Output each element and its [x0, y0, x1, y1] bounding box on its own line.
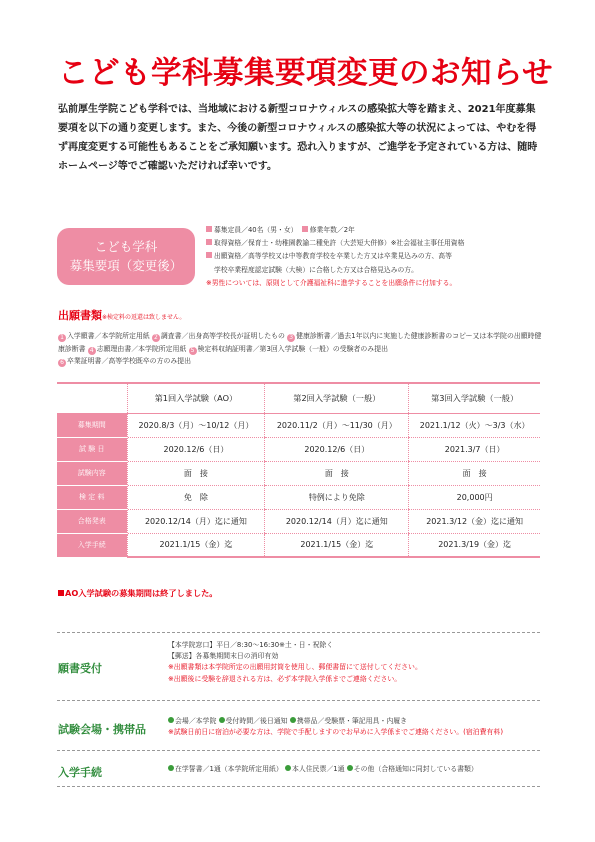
square-bullet-icon: [58, 590, 64, 596]
table-cell: 2020.12/6（日）: [265, 437, 409, 461]
square-bullet-icon: [206, 239, 212, 245]
exam-venue-item: 会場／本学院: [175, 717, 217, 725]
table-row: [57, 509, 540, 533]
number-6-icon: 6: [58, 359, 66, 367]
exam-venue-label: 試験会場・携帯品: [58, 723, 146, 736]
reception-note: ※出願後に受験を辞退される方は、必ず本学院入学係までご連絡ください。: [168, 674, 402, 683]
enrollment-item: その他（合格通知に同封している書類）: [353, 765, 478, 773]
divider: [57, 700, 540, 701]
document-item: 検定料収納証明書／第3回入学試験（一般）の受験者のみ提出: [197, 344, 388, 353]
row-label: 検 定 料: [57, 485, 127, 509]
table-cell: 2021.1/12（火）〜3/3（水）: [409, 413, 540, 437]
row-label: 合格発表: [57, 509, 127, 533]
document-item: 卒業証明書／高等学校既卒の方のみ提出: [67, 357, 192, 365]
table-cell: 面 接: [127, 461, 265, 485]
table-row: [57, 485, 540, 509]
row-label: 試 験 日: [57, 437, 127, 461]
requirement-qualification: [206, 237, 546, 250]
green-bullet-icon: [347, 765, 353, 771]
document-item: 調査書／出身高等学校長が証明したもの: [160, 332, 285, 340]
exam-venue-note: ※試験日前日に宿泊が必要な方は、学院で手配しますのでお早めに入学係までご連絡ください。(宿泊費有料): [168, 728, 504, 737]
row-label: 入学手続: [57, 533, 127, 557]
course-badge: [57, 228, 195, 285]
square-bullet-icon: [302, 226, 308, 232]
divider: [57, 750, 540, 751]
requirements-list: [206, 224, 546, 290]
document-item: 健康診断書／過去1年以内に実施した健康診断書のコピー又は本学院の出願時健康診断書: [58, 332, 542, 353]
table-header-row: [57, 383, 540, 413]
exam-venue-item: 受付時間／後日通知: [225, 717, 288, 725]
requirement-eligibility-cont: 学校卒業程度認定試験（大検）に合格した方又は合格見込みの方。: [214, 265, 418, 274]
table-cell: 2020.11/2（月）〜11/30（月）: [265, 413, 409, 437]
table-row: [57, 413, 540, 437]
exam-schedule-table: [57, 382, 540, 558]
row-label: 募集期間: [57, 413, 127, 437]
table-cell: 面 接: [265, 461, 409, 485]
reception-line: 【本学院窓口】平日／8:30〜16:30※土・日・祝除く: [168, 641, 334, 649]
requirement-capacity: 募集定員／40名（男・女）: [214, 226, 298, 234]
enrollment-item: 本人住民票／1通: [291, 765, 345, 773]
exam-venue-item: 携帯品／受験票・筆記用具・内履き: [296, 717, 408, 725]
table-cell: 20,000円: [409, 485, 540, 509]
page-title: こども学科募集要項変更のお知らせ: [58, 56, 554, 91]
number-2-icon: 2: [152, 334, 160, 342]
table-row: [57, 461, 540, 485]
green-bullet-icon: [168, 717, 174, 723]
number-1-icon: 1: [58, 334, 66, 342]
exam-venue-line: [168, 716, 543, 727]
table-cell: 2021.3/12（金）迄に通知: [409, 509, 540, 533]
column-header: 第1回入学試験（AO）: [127, 383, 265, 413]
documents-heading-note: ※検定料の返還は致しません。: [102, 314, 186, 321]
documents-heading: [58, 307, 185, 323]
documents-heading-text: 出願書類: [58, 309, 102, 322]
requirement-term: 修業年数／2年: [309, 226, 355, 234]
table-cell: 特例により免除: [265, 485, 409, 509]
ao-closed-note: [58, 588, 218, 599]
table-row: [57, 533, 540, 557]
requirement-qualification-text: 取得資格／保育士・幼稚園教諭二種免許（大芸短大併修）※社会福祉主事任用資格: [214, 239, 465, 248]
green-bullet-icon: [285, 765, 291, 771]
requirement-eligibility-text: 出願資格／高等学校又は中等教育学校を卒業した方又は卒業見込みの方、高等: [214, 252, 452, 261]
requirement-eligibility: [206, 250, 546, 263]
table-corner: [57, 383, 127, 413]
enrollment-label: 入学手続: [58, 766, 102, 779]
column-header: 第2回入学試験（一般）: [265, 383, 409, 413]
number-5-icon: 5: [189, 347, 197, 355]
document-item: 志願理由書／本学院所定用紙: [96, 344, 187, 353]
table-cell: 免 除: [127, 485, 265, 509]
row-label: 試験内容: [57, 461, 127, 485]
exam-venue-details: [168, 716, 543, 738]
documents-list: [58, 330, 548, 368]
table-cell: 2020.12/14（月）迄に通知: [265, 509, 409, 533]
number-4-icon: 4: [88, 347, 96, 355]
requirement-capacity-term: [206, 224, 546, 237]
divider: [57, 786, 540, 787]
reception-details: [168, 640, 543, 685]
table-cell: 2021.3/7（日）: [409, 437, 540, 461]
enrollment-item: 在学誓書／1通（本学院所定用紙）: [175, 765, 283, 773]
divider: [57, 632, 540, 633]
green-bullet-icon: [168, 765, 174, 771]
green-bullet-icon: [219, 717, 225, 723]
course-badge-line1: こども学科: [94, 239, 158, 254]
table-cell: 2020.12/14（月）迄に通知: [127, 509, 265, 533]
column-header: 第3回入学試験（一般）: [409, 383, 540, 413]
table-cell: 2020.8/3（月）〜10/12（月）: [127, 413, 265, 437]
course-badge-line2: 募集要項（変更後）: [69, 258, 183, 273]
table-cell: 2021.1/15（金）迄: [127, 533, 265, 557]
table-cell: 面 接: [409, 461, 540, 485]
table-cell: 2021.1/15（金）迄: [265, 533, 409, 557]
reception-label: 願書受付: [58, 662, 102, 675]
document-item: 入学願書／本学院所定用紙: [67, 332, 150, 340]
table-row: [57, 437, 540, 461]
number-3-icon: 3: [287, 334, 295, 342]
enrollment-details: [168, 764, 543, 775]
table-cell: 2021.3/19（金）迄: [409, 533, 540, 557]
requirement-note: ※男性については、原則として介護福祉科に進学することを出願条件に付加する。: [206, 278, 457, 287]
intro-paragraph: 弘前厚生学院こども学科では、当地域における新型コロナウィルスの感染拡大等を踏まえ、2021年度募集要項を以下の通り変更します。また、今後の新型コロナウィルスの感染拡大等の状況によっては、やむを得ず再度変更する可能性もあることをご承知願います。恐れ入りますが、ご進学を予定されている方は、随時ホームページ等でご確認いただければ幸いです。: [58, 104, 538, 172]
green-bullet-icon: [290, 717, 296, 723]
reception-note: ※出願書類は本学院所定の出願用封筒を使用し、郵便書留にて送付してください。: [168, 663, 422, 672]
square-bullet-icon: [206, 226, 212, 232]
square-bullet-icon: [206, 252, 212, 258]
ao-closed-note-text: AO入学試験の募集期間は終了しました。: [65, 588, 218, 598]
table-cell: 2020.12/6（日）: [127, 437, 265, 461]
reception-line: 【郵送】各募集期間末日の消印有効: [168, 652, 279, 661]
